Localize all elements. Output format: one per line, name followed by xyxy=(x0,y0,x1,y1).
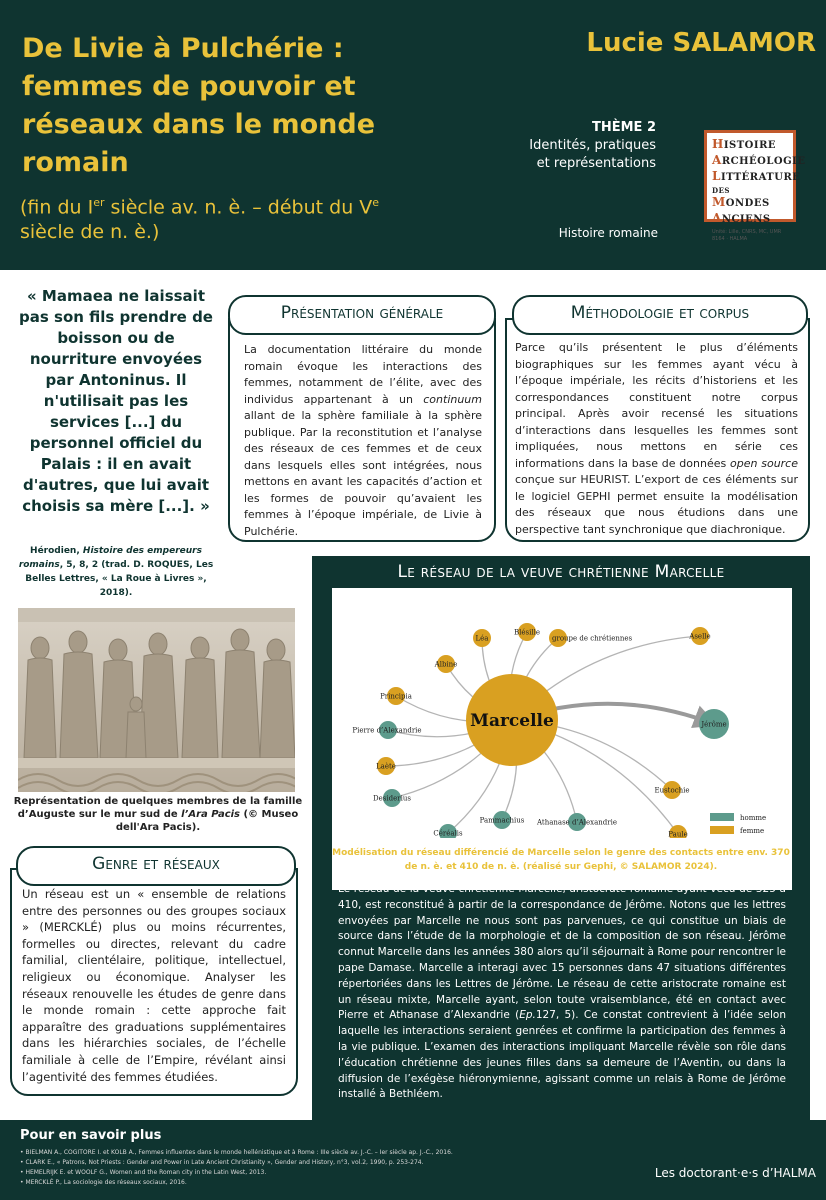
genre-text: Un réseau est un « ensemble de relations entre des personnes ou des groupes sociaux » (MERCKLÉ) plus ou moins récurrentes, formelles ou directes, relevant du cadre familial, clientélaire, politique, intellectuel, religieux ou économique. Analyser les réseaux renouvelle les études de genre dans le monde romain : cette approche fait apparaître des graduations supplémentaires dans les hiérarchies sociales, de l’échelle familiale à celle de l’Empire, révélant ainsi l’agentivité des femmes étudiées. xyxy=(22,887,286,1084)
node-label-pierre-d-alexandrie: Pierre d’Alexandrie xyxy=(352,726,422,735)
node-label-principia: Principia xyxy=(380,692,412,701)
logo-line: LITTÉRATURE xyxy=(712,169,801,183)
quote-reference: Hérodien, Histoire des empereurs romains, 5, 8, 2 (trad. D. ROQUES, Les Belles Lettres, « La Roue à Livres », 2018). xyxy=(18,546,214,598)
legend-femme-swatch xyxy=(710,826,734,834)
theme-number: THÈME 2 xyxy=(591,120,656,135)
network-graph xyxy=(332,588,792,890)
logo-line: DES xyxy=(712,186,730,195)
ara-pacis-photo xyxy=(18,608,295,792)
node-label-jerome: Jérôme xyxy=(701,720,727,729)
footer xyxy=(0,1120,826,1200)
logo-line: ARCHÉOLOGIE xyxy=(712,153,806,167)
node-label-marcelle: Marcelle xyxy=(470,711,554,731)
legend-femme-label: femme xyxy=(740,827,765,835)
bibliography-list xyxy=(20,1148,580,1188)
presentation-box xyxy=(228,318,496,542)
node-label-cerealis: Céréalis xyxy=(433,829,463,838)
photo-caption: Représentation de quelques membres de la famille d’Auguste sur le mur sud de l’Ara Pacis (© Museo dell'Ara Pacis). xyxy=(13,796,303,833)
network-text: Le réseau de la veuve chrétienne Marcelle, aristocrate romaine ayant vécu de 325 à 410, est reconstitué à partir de la correspondance de Jérôme. Notons que les lettres envoyées par Marcelle ne nous sont pas parvenues, ce qui constitue un biais de source dans l’étude de la morphologie et de la composition de son réseau. Jérôme connut Marcelle dans les années 380 alors qu’il séjournait à Rome pour rencontrer le pape Damase. Marcelle a interagi avec 15 personnes dans 47 situations différentes répertoriées dans les Lettres de Jérôme. Le réseau de cette aristocrate romaine est un réseau mixte, Marcelle ayant, selon toute vraisemblance, été en contact avec Pierre et Athanase d’Alexandrie (Ep.127, 5). Ce constat contrevient à l’idée selon laquelle les interactions seraient genrées et confirme la participation des femmes à la vie publique. L’examen des interactions impliquant Marcelle révèle son rôle dans l’éducation chrétienne des jeunes filles dans sa demeure de l’Aventin, ou dans la diffusion de l’exégèse hiéronymienne, agissant comme un relais à Rome de Jérôme installé à Bethléem. xyxy=(338,883,786,1101)
node-label-laete: Laète xyxy=(376,762,396,771)
header-banner xyxy=(0,0,826,270)
logo-line: MONDES xyxy=(712,195,770,209)
footer-credit: Les doctorant·e·s d’HALMA xyxy=(654,1166,816,1180)
bibliography-item: • CLARK E., « Patrons, Not Priests : Gender and Power in Late Ancient Christianity », Gender and History, n°3, vol.2, 1990, p. 253-274. xyxy=(20,1158,580,1168)
methodologie-title: Méthodologie et corpus xyxy=(512,295,808,335)
network-title: Le réseau de la veuve chrétienne Marcelle xyxy=(397,562,725,582)
node-label-athanase-d-alexandrie: Athanase d’Alexandrie xyxy=(536,818,618,827)
node-label-groupe-de-chretiennes: groupe de chrétiennes xyxy=(552,634,633,643)
logo-small-text: Unité: Lille, CNRS, MC, UMR 8164 · HALMA xyxy=(712,229,782,242)
network-panel xyxy=(312,556,810,1124)
methodologie-text: Parce qu’ils présentent le plus d’éléments biographiques sur les femmes ayant vécu à l’époque impériale, les récits d’historiens et les correspondances constituent notre corpus principal. Après avoir recensé les situations d’interactions dans lesquelles les femmes sont impliquées, nous mettons en série ces informations dans la base de données open source conçue sur HEURIST. L’export de ces éléments sur le logiciel GEPHI permet ensuite la modélisation des réseaux que nous étudions dans une perspective tant synchronique que diachronique. xyxy=(515,341,798,536)
node-label-paule: Paule xyxy=(668,830,688,838)
node-label-desiderius: Desiderius xyxy=(373,794,411,803)
bibliography-item: • BIELMAN A., COGITORE I. et KOLB A., Femmes influentes dans le monde hellénistique et à Rome : IIIe siècle av. J.-C. – Ier siècle ap. J.-C., 2016. xyxy=(20,1148,580,1158)
node-label-pammachius: Pammachius xyxy=(479,816,525,825)
presentation-text: La documentation littéraire du monde romain évoque les interactions des femmes, notamment de l’élite, avec des individus appartenant à un continuum allant de la sphère familiale à la sphère publique. Par la reconstitution et l’analyse des réseaux de ces femmes et de ceux dans lesquels elles sont intégrées, nous mettons en avant les capacités d’action et les formes de pouvoir qu’avaient les femmes à l’époque impériale, de Livie à Pulchérie. xyxy=(244,343,482,538)
graph-legend xyxy=(710,813,766,835)
footer-heading: Pour en savoir plus xyxy=(20,1128,162,1143)
methodologie-box xyxy=(505,318,810,542)
genre-title: Genre et réseaux xyxy=(16,846,296,886)
network-caption: Modélisation du réseau différencié de Marcelle selon le genre des contacts entre env. 370 de n. è. et 410 de n. è. (réalisé sur Gephi, © SALAMOR 2024). xyxy=(332,848,790,872)
herodian-quote: « Mamaea ne laissait pas son fils prendre de boisson ou de nourriture envoyées par Antoninus. Il n'utilisait pas les services [...] du personnel officiel du Palais : il en avait d'autres, que lui avait choisis sa mère [...]. » xyxy=(19,287,213,515)
node-label-aselle: Aselle xyxy=(689,632,711,641)
node-label-eustochie: Eustochie xyxy=(654,786,690,795)
logo-line: ANCIENS xyxy=(712,211,771,225)
poster-title: De Livie à Pulchérie : femmes de pouvoir et réseaux dans le monde romain xyxy=(22,33,376,178)
node-label-blesille: Blésille xyxy=(514,628,540,637)
legend-homme-swatch xyxy=(710,813,734,821)
discipline-label: Histoire romaine xyxy=(558,226,658,240)
genre-box xyxy=(10,868,298,1096)
legend-homme-label: homme xyxy=(740,814,767,822)
logo-line: HISTOIRE xyxy=(712,137,777,151)
node-label-albine: Albine xyxy=(434,660,458,669)
author-name: Lucie SALAMOR xyxy=(586,28,816,58)
bibliography-item: • MERCKLÉ P., La sociologie des réseaux sociaux, 2016. xyxy=(20,1178,580,1188)
halma-logo xyxy=(704,130,806,242)
theme-text: Identités, pratiques et représentations xyxy=(529,138,656,171)
presentation-title: Présentation générale xyxy=(228,295,496,335)
node-label-lea: Léa xyxy=(475,634,489,643)
poster-subtitle: (fin du Ier siècle av. n. è. – début du Ve siècle de n. è.) xyxy=(20,196,380,244)
bibliography-item: • HEMELRIJK E. et WOOLF G., Women and the Roman city in the Latin West, 2013. xyxy=(20,1168,580,1178)
